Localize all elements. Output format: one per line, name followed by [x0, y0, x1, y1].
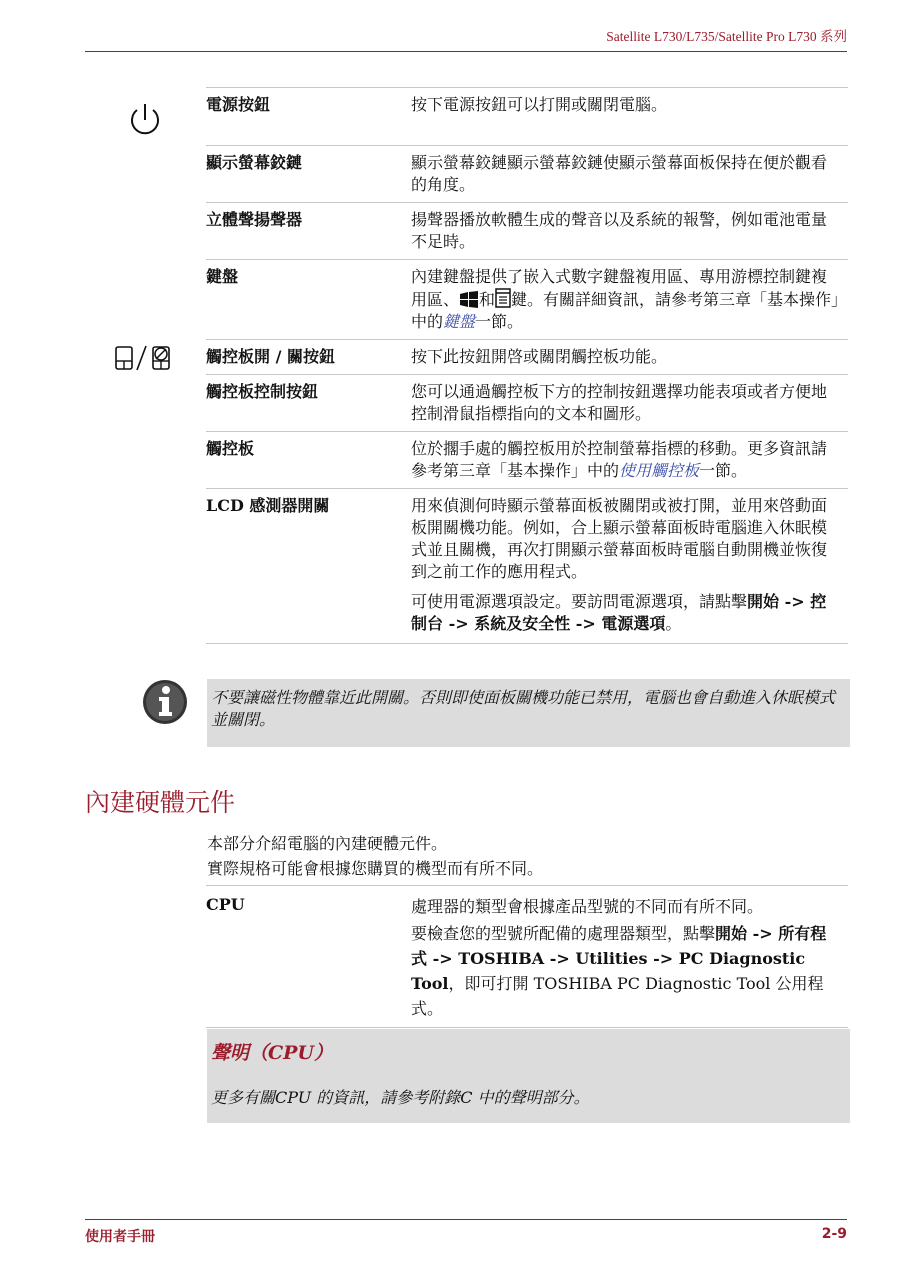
table-row: [206, 146, 848, 203]
power-icon: [127, 102, 163, 140]
table-row: [206, 260, 848, 340]
desc-touchpad-part: 位於擱手處的觸控板用於控制螢幕指標的移動。更多資訊請參考第三章「基本操作」中的: [411, 439, 828, 480]
intro-line: 本部分介紹電腦的內建硬體元件。: [207, 834, 448, 853]
note-text: 不要讓磁性物體靠近此開關。否則即使面板關機功能已禁用，電腦也會自動進入休眠模式並關閉。: [211, 688, 836, 729]
term-display-hinge: 顯示螢幕鉸鏈: [206, 153, 303, 172]
intro-line: 實際規格可能會根據您購買的機型而有所不同。: [207, 859, 544, 878]
desc-lcd-part: 。: [665, 614, 682, 633]
footer-rule: [85, 1219, 847, 1220]
keyboard-link[interactable]: 鍵盤: [443, 312, 476, 331]
statement-title: 聲明（CPU）: [211, 1042, 333, 1064]
desc-touchpad: [411, 438, 841, 482]
term-touchpad-toggle: 觸控板開 / 關按鈕: [206, 347, 335, 366]
touchpad-toggle-icon: [113, 343, 179, 373]
desc-keyboard-part: 內建鍵盤提供了嵌入式數字鍵盤複用區、專用游標控制鍵複用區、: [411, 267, 828, 309]
table-row: [206, 432, 848, 489]
desc-keyboard-part: 鍵。有關詳細資訊，請參考第三章「基本操作」中的: [411, 290, 840, 331]
desc-speakers: 揚聲器播放軟體生成的聲音以及系統的報警，例如電池電量不足時。: [411, 210, 828, 251]
desc-lcd-sensor: 用來偵測何時顯示螢幕面板被關閉或被打開，並用來啓動面板開關機功能。例如，合上顯示螢幕面板時電腦進入休眠模式並且關機，再次打開顯示螢幕面板時電腦自動開機並恢復到之前工作的應用程式。: [411, 496, 828, 581]
section-title: 內建硬體元件: [85, 788, 236, 817]
desc-power-button: 按下電源按鈕可以打開或關閉電腦。: [411, 95, 668, 114]
table-row: [206, 489, 848, 644]
term-touchpad-buttons: 觸控板控制按鈕: [206, 382, 319, 401]
header-rule: [85, 51, 847, 52]
desc-touchpad-part: 一節。: [699, 461, 748, 480]
desc-keyboard: [411, 266, 841, 333]
desc-display-hinge: 顯示螢幕鉸鏈顯示螢幕鉸鏈使顯示螢幕面板保持在便於觀看的角度。: [411, 153, 828, 194]
page-number: 2-9: [821, 1226, 847, 1242]
term-power-button: 電源按鈕: [206, 95, 271, 114]
term-cpu: CPU: [206, 895, 245, 914]
desc-cpu-part: ，即可打開 TOSHIBA PC Diagnostic Tool 公用程式。: [411, 974, 824, 1018]
power-options-path: 開始 -> 控制台 -> 系統及安全性 -> 電源選項: [411, 592, 827, 633]
section-intro: [207, 831, 543, 881]
running-header: Satellite L730/L735/Satellite Pro L730 系列: [606, 29, 847, 44]
desc-keyboard-and: 和: [479, 290, 496, 309]
table-row: [206, 375, 848, 432]
note-box: [207, 679, 850, 747]
term-touchpad: 觸控板: [206, 439, 255, 458]
table-row: [206, 88, 848, 146]
desc-cpu: 處理器的類型會根據產品型號的不同而有所不同。: [411, 897, 764, 916]
info-icon: [141, 678, 189, 726]
term-speakers: 立體聲揚聲器: [206, 210, 303, 229]
touchpad-link[interactable]: 使用觸控板: [619, 461, 700, 480]
cpu-row: [206, 885, 848, 1028]
desc-touchpad-toggle: 按下此按鈕開啓或關閉觸控板功能。: [411, 347, 668, 366]
table-row: [206, 340, 848, 375]
statement-box: [207, 1029, 850, 1123]
desc-touchpad-buttons: 您可以通過觸控板下方的控制按鈕選擇功能表項或者方便地控制滑鼠指標指向的文本和圖形。: [411, 382, 828, 423]
desc-lcd-sensor-power: [411, 591, 841, 635]
footer-left: 使用者手冊: [85, 1229, 155, 1245]
statement-text: 更多有關CPU 的資訊，請參考附錄C 中的聲明部分。: [211, 1088, 590, 1107]
application-key-icon: [495, 288, 511, 308]
term-lcd-sensor: LCD 感測器開關: [206, 496, 330, 515]
desc-cpu-part: 要檢查您的型號所配備的處理器類型，點擊: [411, 924, 716, 943]
component-table: [206, 87, 848, 644]
desc-keyboard-part: 一節。: [475, 312, 524, 331]
desc-lcd-part: 可使用電源選項設定。要訪問電源選項，請點擊: [411, 592, 748, 611]
desc-cpu-check: [411, 921, 841, 1021]
term-keyboard: 鍵盤: [206, 267, 239, 286]
windows-key-icon: [459, 291, 479, 308]
table-row: [206, 203, 848, 260]
cpu-tool-path: 開始 -> 所有程式 -> TOSHIBA -> Utilities -> PC Diagnostic Tool: [411, 924, 827, 993]
